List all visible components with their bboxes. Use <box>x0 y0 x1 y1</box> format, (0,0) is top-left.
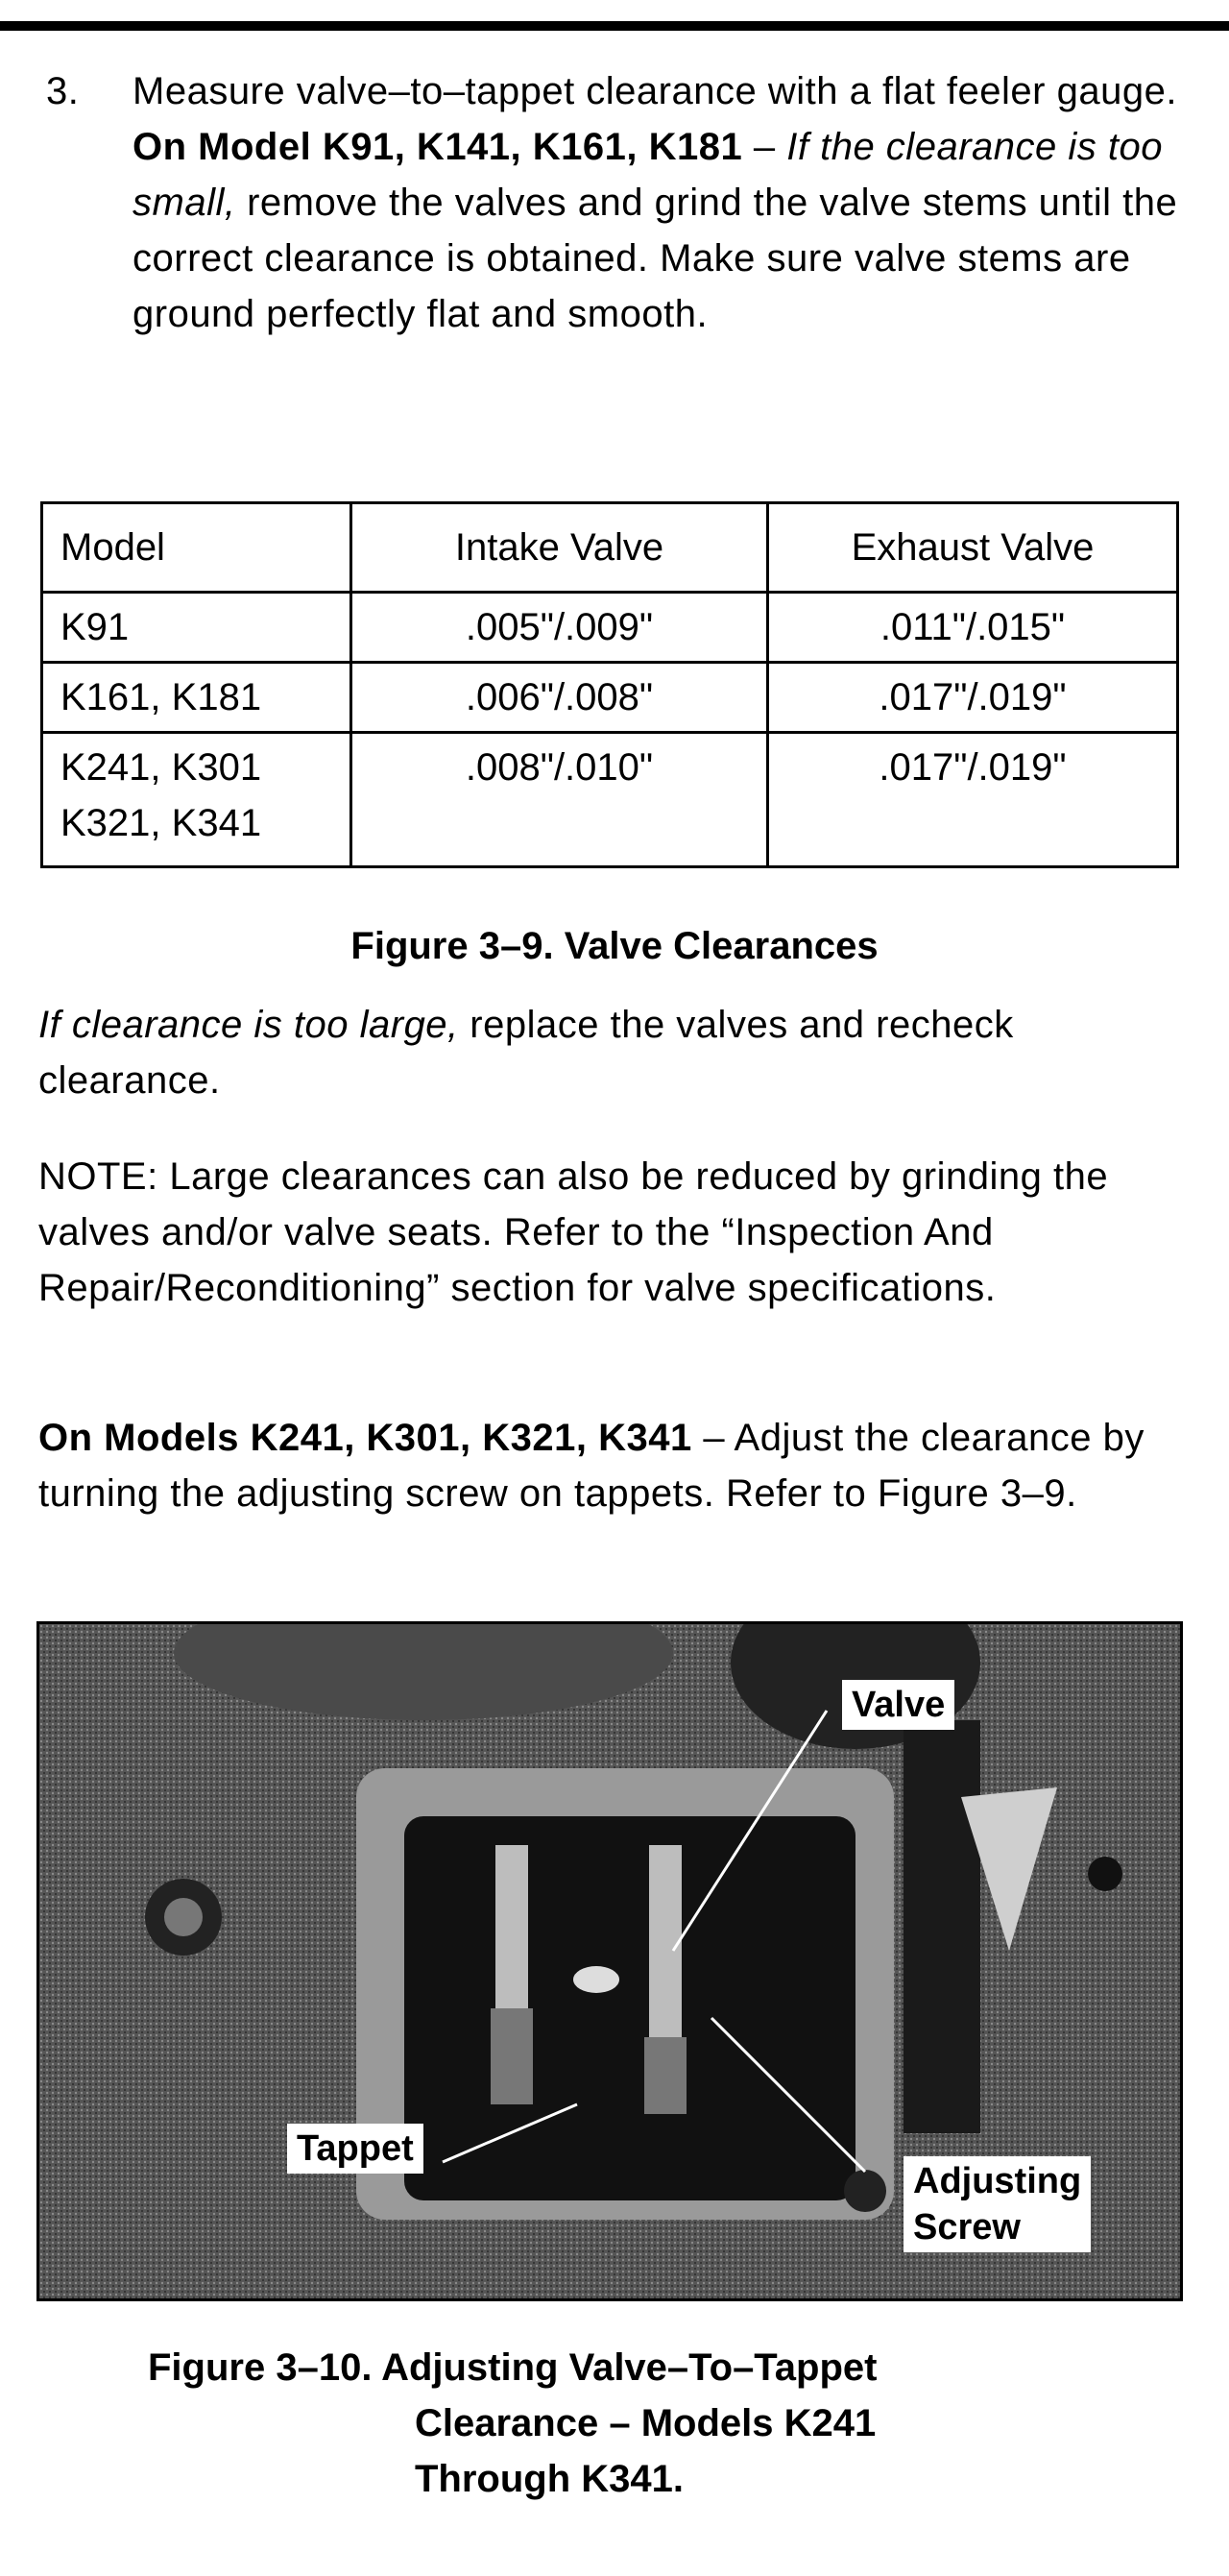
engine-photo <box>36 1621 1183 2301</box>
table-header-row <box>42 503 1178 593</box>
large-clearance-text <box>38 997 1191 1108</box>
label-tappet: Tappet <box>287 2124 423 2174</box>
step-intro: Measure valve–to–tappet clearance with a flat feeler gauge. <box>133 70 1177 112</box>
step-number: 3. <box>46 70 80 112</box>
cell-exhaust: .017"/.019" <box>768 733 1178 867</box>
label-adjusting-line2: Screw <box>913 2207 1021 2248</box>
cell-intake: .005"/.009" <box>351 593 768 663</box>
cell-intake: .006"/.008" <box>351 663 768 733</box>
large-italic: If clearance is too large, <box>38 1004 459 1046</box>
models-adjust-rest: – Adjust the clearance by turning the adjusting screw on tappets. Refer to Figure 3–9. <box>38 1417 1145 1515</box>
cell-model: K91 <box>42 593 351 663</box>
top-rule <box>0 21 1229 31</box>
valve-clearance-table <box>40 501 1179 868</box>
figure-3-10-caption-line1: Figure 3–10. Adjusting Valve–To–Tappet <box>148 2346 878 2389</box>
cell-model: K161, K181 <box>42 663 351 733</box>
step-small-rest: remove the valves and grind the valve stems until the correct clearance is obtained. Make sure valve stems are ground perfectly flat and smooth. <box>133 182 1178 335</box>
cell-model-line1: K241, K301 <box>60 746 262 789</box>
figure-3-10-caption-line2: Clearance – Models K241 <box>415 2402 877 2444</box>
table-row <box>42 593 1178 663</box>
cell-model <box>42 733 351 867</box>
figure-3-10-caption-line3: Through K341. <box>415 2458 685 2500</box>
step-small-italic: If the clearance is too small, <box>133 126 1163 224</box>
header-exhaust: Exhaust Valve <box>768 503 1178 593</box>
label-adjusting-screw <box>904 2156 1091 2252</box>
header-intake: Intake Valve <box>351 503 768 593</box>
header-model: Model <box>42 503 351 593</box>
table-row <box>42 733 1178 867</box>
large-rest: replace the valves and recheck clearance. <box>38 1004 1014 1102</box>
step-text <box>133 63 1189 342</box>
step-models-heading: On Model K91, K141, K161, K181 <box>133 126 743 168</box>
models-adjust-text <box>38 1410 1191 1521</box>
label-valve: Valve <box>842 1680 954 1730</box>
cell-exhaust: .011"/.015" <box>768 593 1178 663</box>
cell-exhaust: .017"/.019" <box>768 663 1178 733</box>
cell-model-line2: K321, K341 <box>60 802 262 844</box>
step-dash: – <box>742 126 787 168</box>
figure-3-9-caption: Figure 3–9. Valve Clearances <box>350 925 879 967</box>
label-adjusting-line1: Adjusting <box>913 2161 1082 2201</box>
note-text: NOTE: Large clearances can also be reduced by grinding the valves and/or valve seats. Refer to the “Inspection And Repair/Reconditioning” section for valve specifications. <box>38 1155 1109 1309</box>
models-adjust-heading: On Models K241, K301, K321, K341 <box>38 1417 692 1459</box>
cell-intake: .008"/.010" <box>351 733 768 867</box>
table-row <box>42 663 1178 733</box>
